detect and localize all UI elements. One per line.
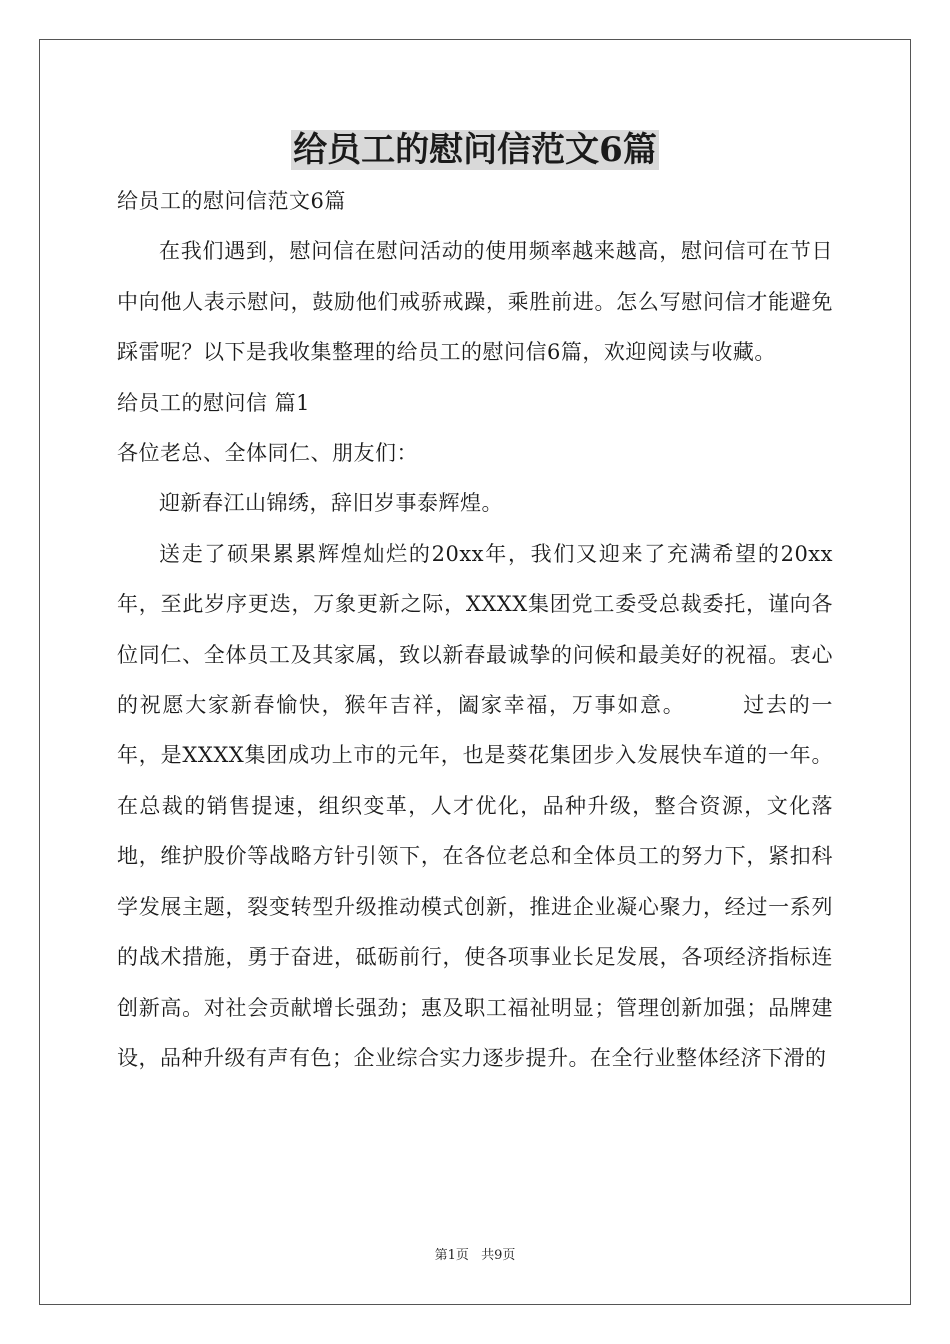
- document-title-text: 给员工的慰问信范文6篇: [293, 130, 657, 170]
- page-footer: [0, 1247, 950, 1265]
- section-heading: 给员工的慰问信 篇1: [117, 390, 311, 415]
- couplet-line: 迎新春江山锦绣，辞旧岁事泰辉煌。: [159, 491, 503, 516]
- body-paragraph: 送走了硕果累累辉煌灿烂的20xx年，我们又迎来了充满希望的20xx年，至此岁序更迭，万象更新之际，XXXX集团党工委受总裁委托，谨向各位同仁、全体员工及其家属，致以新春最诚挚的问候和最美好的祝福。衷心的祝愿大家新春愉快，猴年吉祥，阖家幸福，万事如意。 过去的一年，是XXXX集团成功上市的元年，也是葵花集团步入发展快车道的一年。在总裁的销售提速，组织变革，人才优化，品种升级，整合资源，文化落地，维护股价等战略方针引领下，在各位老总和全体员工的努力下，紧扣科学发展主题，裂变转型升级推动模式创新，推进企业凝心聚力，经过一系列的战术措施，勇于奋进，砥砺前行，使各项事业长足发展，各项经济指标连创新高。对社会贡献增长强劲；惠及职工福祉明显；管理创新加强；品牌建设，品种升级有声有色；企业综合实力逐步提升。在全行业整体经济下滑的: [117, 541, 833, 1070]
- page-number-current: 第1页: [434, 1248, 469, 1263]
- subtitle-line: 给员工的慰问信范文6篇: [117, 189, 346, 213]
- document-title: [0, 126, 950, 174]
- salutation-line: 各位老总、全体同仁、朋友们：: [117, 441, 418, 466]
- intro-paragraph: 在我们遇到，慰问信在慰问活动的使用频率越来越高，慰问信可在节日中向他人表示慰问，鼓励他们戒骄戒躁，乘胜前进。怎么写慰问信才能避免踩雷呢？以下是我收集整理的给员工的慰问信6篇，欢迎阅读与收藏。: [117, 239, 833, 365]
- page-number-total: 共9页: [481, 1248, 516, 1263]
- document-body: [117, 176, 833, 1083]
